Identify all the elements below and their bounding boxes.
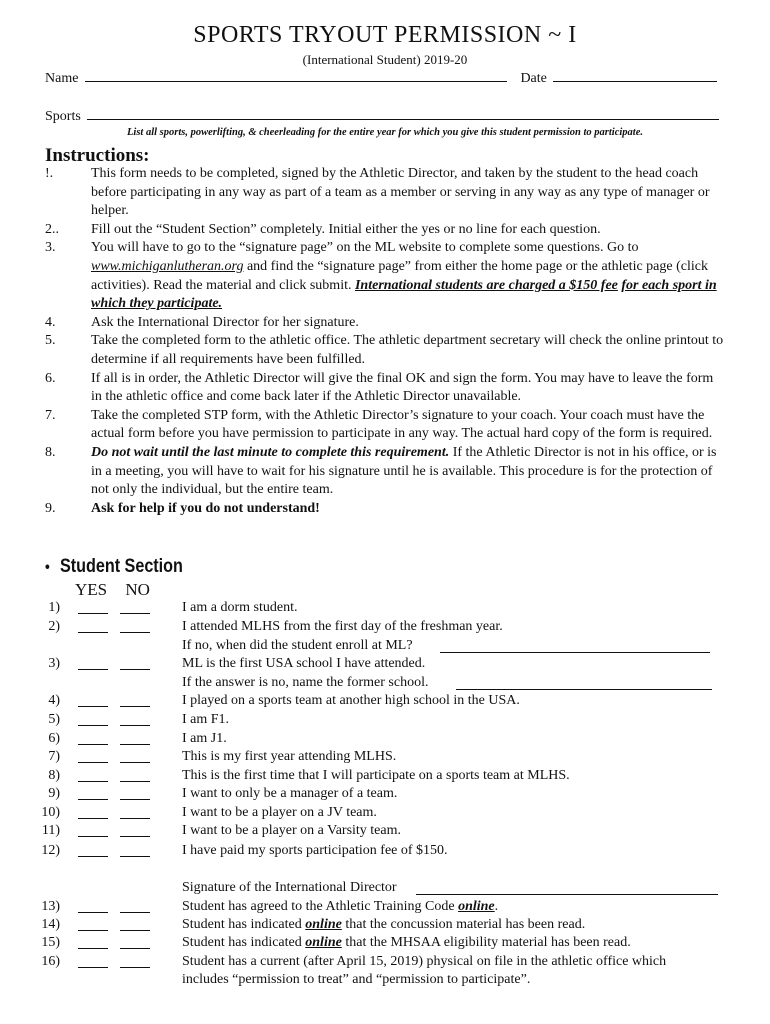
question-number: 10) [41, 805, 60, 820]
question-row [32, 786, 732, 804]
yes-blank[interactable] [78, 632, 108, 633]
question-number: 13) [41, 899, 60, 914]
no-blank[interactable] [120, 706, 150, 707]
date-label: Date [520, 71, 547, 86]
question-text: I want to be a player on a JV team. [182, 805, 377, 820]
yes-blank[interactable] [78, 744, 108, 745]
question-row [32, 768, 732, 786]
yes-blank[interactable] [78, 613, 108, 614]
no-blank[interactable] [120, 818, 150, 819]
instruction-item [45, 407, 725, 444]
no-blank[interactable] [120, 613, 150, 614]
instructions-heading: Instructions: [45, 145, 150, 166]
instruction-number: 9. [45, 500, 56, 516]
no-blank[interactable] [120, 948, 150, 949]
instruction-text: Ask the International Director for her signature. [91, 314, 359, 330]
question-row [32, 693, 732, 711]
instruction-number: 5. [45, 333, 56, 349]
question-text: I am J1. [182, 731, 227, 746]
question-text: ML is the first USA school I have attended. [182, 656, 426, 671]
question-row [32, 843, 732, 861]
sports-note: List all sports, powerlifting, & cheerleading for the entire year for which you give this student permission to participate. [127, 127, 643, 138]
instruction-number: 3. [45, 240, 56, 256]
sports-field[interactable] [87, 106, 719, 120]
instruction-item [45, 370, 725, 407]
bullet-icon: • [45, 559, 50, 576]
no-label: NO [125, 580, 150, 599]
former-school-field[interactable] [456, 689, 712, 690]
no-blank[interactable] [120, 856, 150, 857]
question-text-part: that the concussion material has been read. [345, 917, 586, 932]
yes-no-header [75, 580, 164, 600]
instruction-number: 2.. [45, 221, 59, 237]
question-row [32, 712, 732, 730]
question-text-part: Student has agreed to the Athletic Training Code [182, 899, 455, 914]
instruction-text-part: If the Athletic Director is not in his office, or is in a meeting, you will have to wait for his signature until he is available. This procedure is for the protection of not only the individual, but the entire team. [91, 444, 717, 498]
name-field[interactable] [85, 68, 507, 82]
question-number: 15) [41, 935, 60, 950]
instruction-number: !. [45, 166, 54, 181]
question-text: I want to be a player on a Varsity team. [182, 823, 402, 838]
question-text: I played on a sports team at another high school in the USA. [182, 693, 520, 708]
question-text: If the answer is no, name the former school. [182, 675, 429, 690]
yes-blank[interactable] [78, 818, 108, 819]
instruction-number: 7. [45, 407, 56, 423]
date-field[interactable] [553, 68, 717, 82]
instruction-text: Take the completed STP form, with the Athletic Director’s signature to your coach. Your coach must have the actual form before you have permission to participate in any way. The actual hard copy of the form is required. [91, 407, 713, 442]
instruction-text [91, 444, 725, 500]
no-blank[interactable] [120, 836, 150, 837]
instruction-item [45, 239, 725, 313]
enroll-date-field[interactable] [440, 652, 710, 653]
question-text: I attended MLHS from the first day of the freshman year. [182, 619, 503, 634]
instruction-number: 6. [45, 370, 56, 386]
yes-blank[interactable] [78, 799, 108, 800]
question-text-part: . [494, 899, 499, 914]
question-row [32, 731, 732, 749]
question-number: 2) [48, 619, 60, 634]
question-row [32, 935, 732, 953]
question-number: 11) [41, 823, 60, 838]
instruction-text: Take the completed form to the athletic office. The athletic department secretary will check the online printout to determine if all requirements have been fulfilled. [91, 333, 724, 367]
question-text-part: Student has indicated [182, 935, 302, 950]
yes-blank[interactable] [78, 762, 108, 763]
instruction-text: Fill out the “Student Section” completely. Initial either the yes or no line for each question. [91, 221, 601, 237]
no-blank[interactable] [120, 744, 150, 745]
online-emphasis: online [458, 899, 495, 914]
question-number: 6) [48, 731, 60, 746]
question-row [32, 600, 732, 618]
question-number: 7) [48, 749, 60, 764]
question-text: I am a dorm student. [182, 600, 298, 615]
warning-text: Do not wait until the last minute to complete this requirement. [91, 444, 450, 460]
no-blank[interactable] [120, 967, 150, 968]
instruction-number: 4. [45, 314, 56, 330]
yes-blank[interactable] [78, 725, 108, 726]
question-text [182, 935, 631, 951]
question-text: If no, when did the student enroll at ML? [182, 638, 413, 653]
yes-blank[interactable] [78, 706, 108, 707]
yes-blank[interactable] [78, 836, 108, 837]
sports-row [45, 106, 719, 125]
question-number: 9) [48, 786, 60, 801]
question-row [32, 917, 732, 935]
student-section-heading [45, 556, 183, 578]
no-blank[interactable] [120, 632, 150, 633]
question-text: I want to only be a manager of a team. [182, 786, 398, 801]
question-number: 5) [48, 712, 60, 727]
name-label: Name [45, 71, 79, 86]
online-emphasis: online [305, 917, 342, 932]
international-director-signature-field[interactable] [416, 894, 718, 895]
no-blank[interactable] [120, 912, 150, 913]
question-row [32, 805, 732, 823]
question-number: 16) [41, 954, 60, 969]
question-text: I have paid my sports participation fee of $150. [182, 843, 448, 858]
question-number: 4) [48, 693, 60, 708]
yes-blank[interactable] [78, 948, 108, 949]
student-section-title: Student Section [59, 556, 183, 577]
question-text: I am F1. [182, 712, 230, 727]
instruction-item [45, 221, 725, 240]
no-blank[interactable] [120, 762, 150, 763]
instructions-list [45, 165, 725, 518]
fee-notice-cont: for each sport in which they participate. [91, 277, 717, 312]
yes-blank[interactable] [78, 781, 108, 782]
no-blank[interactable] [120, 781, 150, 782]
no-blank[interactable] [120, 725, 150, 726]
question-row [32, 880, 732, 898]
question-number: 1) [48, 600, 60, 615]
question-number: 3) [48, 656, 60, 671]
form-title: SPORTS TRYOUT PERMISSION ~ I [193, 22, 577, 48]
no-blank[interactable] [120, 799, 150, 800]
question-text [182, 917, 585, 933]
instruction-text: If all is in order, the Athletic Director will give the final OK and sign the form. You may have to leave the form in the athletic office and come back later if the Athletic Director unavailable. [91, 370, 714, 405]
question-text: Student has a current (after April 15, 2019) physical on file in the athletic office which [182, 954, 667, 969]
yes-blank[interactable] [78, 669, 108, 670]
question-text: This is the first time that I will participate on a sports team at MLHS. [182, 768, 570, 783]
question-row [32, 749, 732, 767]
question-number: 14) [41, 917, 60, 932]
question-row [32, 899, 732, 917]
yes-blank[interactable] [78, 967, 108, 968]
no-blank[interactable] [120, 669, 150, 670]
question-number: 8) [48, 768, 60, 783]
question-text-part: that the MHSAA eligibility material has been read. [345, 935, 631, 950]
instruction-number: 8. [45, 444, 56, 460]
instruction-text: This form needs to be completed, signed by the Athletic Director, and taken by the student to the head coach before participating in any way as part of a team as a member or serving in any way as any type of manager or helper. [91, 166, 710, 219]
instruction-item [45, 444, 725, 500]
question-row [32, 638, 732, 656]
yes-blank[interactable] [78, 912, 108, 913]
instruction-item [45, 332, 725, 369]
website-link[interactable]: www.michiganlutheran.org [91, 258, 244, 274]
question-text-part: Student has indicated [182, 917, 302, 932]
online-emphasis: online [305, 935, 342, 950]
instruction-text-part: You will have to go to the “signature page” on the ML website to complete some questions. Go to [91, 240, 639, 256]
instruction-item [45, 314, 725, 333]
fee-notice: International students are charged a $150 fee [354, 277, 618, 293]
yes-label: YES [75, 580, 108, 599]
question-text: Signature of the International Director [182, 880, 397, 895]
question-row [32, 619, 732, 637]
question-row [32, 972, 732, 990]
instruction-text: Ask for help if you do not understand! [91, 500, 320, 516]
question-row [32, 954, 732, 972]
question-number: 12) [41, 843, 60, 858]
instruction-item [45, 500, 725, 519]
question-text [182, 899, 498, 915]
question-row [32, 656, 732, 674]
yes-blank[interactable] [78, 930, 108, 931]
question-text: includes “permission to treat” and “permission to participate”. [182, 972, 531, 987]
no-blank[interactable] [120, 930, 150, 931]
yes-blank[interactable] [78, 856, 108, 857]
name-row [45, 68, 717, 87]
instruction-text [91, 239, 725, 313]
question-row [32, 675, 732, 693]
form-subtitle: (International Student) 2019-20 [302, 52, 468, 67]
instruction-item [45, 165, 725, 221]
instruction-text-part: and find the “signature page” from either the home page or the athletic page (click activities). Read the material and click submit. [91, 258, 708, 293]
sports-label: Sports [45, 109, 81, 124]
question-row [32, 823, 732, 841]
question-text: This is my first year attending MLHS. [182, 749, 397, 764]
